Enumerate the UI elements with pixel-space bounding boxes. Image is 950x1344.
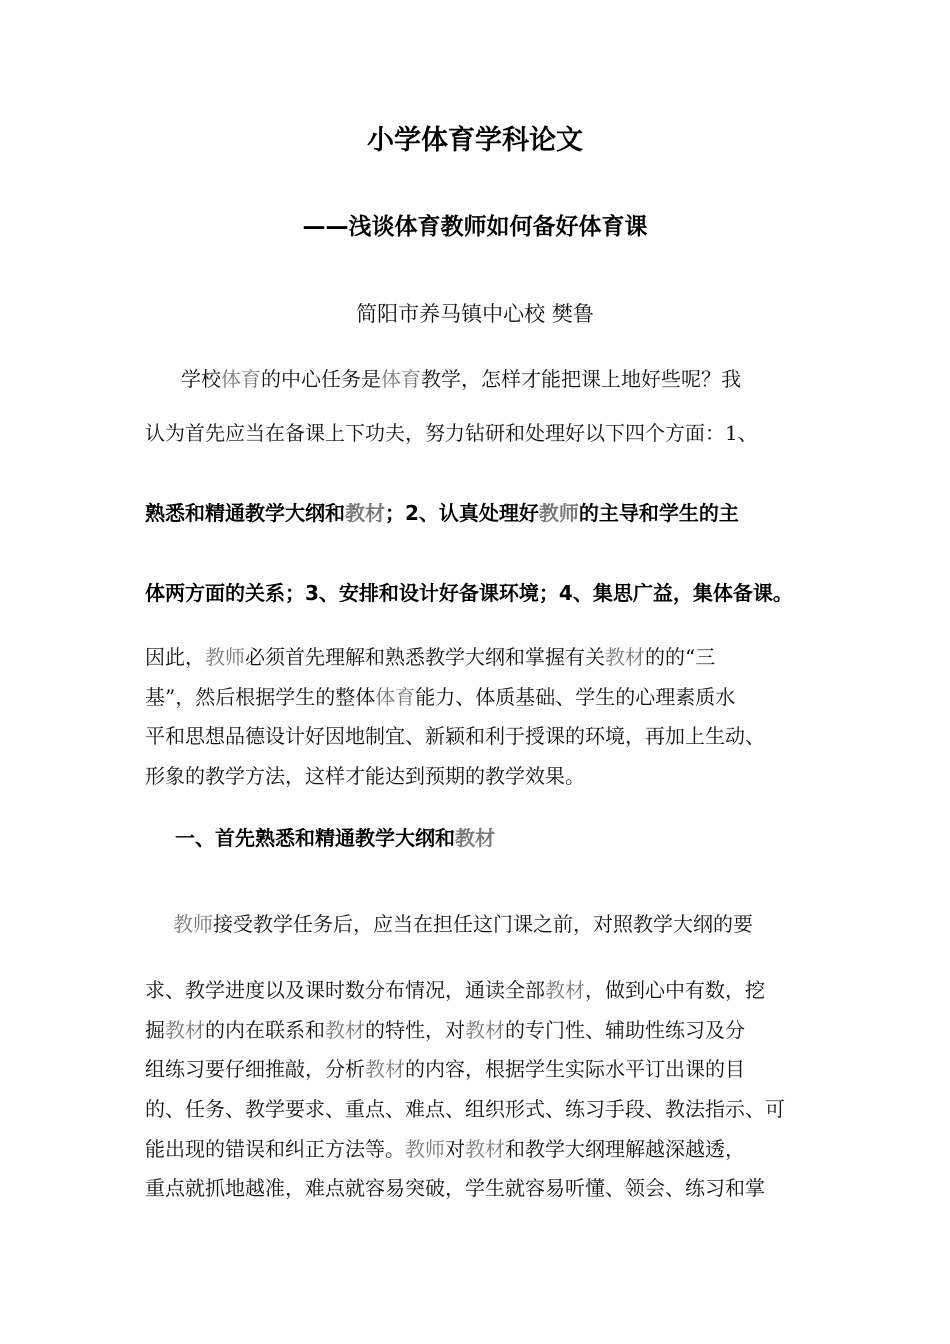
paragraph-4-line-3 — [145, 1018, 825, 1042]
paragraph-4-line-5: 的、任务、教学要求、重点、难点、组织形式、练习手段、教法指示、可 — [145, 1097, 785, 1121]
text-run: ；2、认真处理好 — [385, 501, 539, 525]
highlight-term: 教师 — [405, 1137, 445, 1161]
highlight-term: 教师 — [205, 645, 245, 669]
paragraph-4-line-4 — [145, 1057, 825, 1081]
paragraph-4-line-6 — [145, 1137, 825, 1161]
text-run: 学校 — [181, 367, 221, 391]
section-heading-1 — [145, 826, 855, 850]
paragraph-4-line-2 — [145, 978, 825, 1002]
text-run: 能力、体质基础、学生的心理素质水 — [415, 685, 736, 709]
highlight-term: 教师 — [173, 912, 213, 936]
highlight-term: 教材 — [465, 1137, 505, 1161]
paragraph-1-line-2: 认为首先应当在备课上下功夫，努力钻研和处理好以下四个方面：1、 — [145, 421, 758, 445]
highlight-term: 教材 — [325, 1018, 365, 1042]
text-run: 基”，然后根据学生的整体 — [145, 685, 376, 709]
highlight-term: 体育 — [381, 367, 421, 391]
highlight-term: 教材 — [545, 978, 585, 1002]
author-line: 简阳市养马镇中心校 樊鲁 — [356, 302, 594, 326]
paragraph-3-line-1 — [145, 645, 825, 669]
text-run: 和教学大纲理解越深越透， — [505, 1137, 745, 1161]
text-run: 接受教学任务后，应当在担任这门课之前，对照教学大纲的要 — [213, 912, 753, 936]
text-run: 因此， — [145, 645, 205, 669]
paragraph-4-line-1 — [145, 912, 853, 936]
highlight-term: 体育 — [221, 367, 261, 391]
highlight-term: 教材 — [455, 826, 495, 850]
paragraph-1-line-1 — [145, 367, 861, 391]
paragraph-3-line-2 — [145, 685, 825, 709]
paragraph-2-line-1 — [145, 501, 825, 525]
text-run: 对 — [445, 1137, 465, 1161]
text-run: 组练习要仔细推敲，分析 — [145, 1057, 365, 1081]
text-run: 的内在联系和 — [205, 1018, 325, 1042]
text-run: ，做到心中有数，挖 — [585, 978, 765, 1002]
highlight-term: 教师 — [538, 501, 579, 525]
paragraph-3-line-4: 形象的教学方法，这样才能达到预期的教学效果。 — [145, 764, 585, 788]
text-run: 一、首先熟悉和精通教学大纲和 — [175, 826, 455, 850]
text-run: 的的“三 — [645, 645, 716, 669]
paragraph-3-line-3: 平和思想品德设计好因地制宜、新颖和利于授课的环境，再加上生动、 — [145, 724, 765, 748]
highlight-term: 教材 — [345, 501, 385, 525]
text-run: 的专门性、辅助性练习及分 — [505, 1018, 745, 1042]
text-run: 的特性，对 — [365, 1018, 465, 1042]
text-run: 的内容，根据学生实际水平订出课的目 — [405, 1057, 745, 1081]
text-run: 熟悉和精通教学大纲和 — [145, 501, 345, 525]
highlight-term: 教材 — [165, 1018, 205, 1042]
document-subtitle: ——浅谈体育教师如何备好体育课 — [302, 214, 648, 240]
paragraph-2-line-2: 体两方面的关系；3、安排和设计好备课环境；4、集思广益，集体备课。 — [145, 581, 793, 605]
text-run: 的中心任务是 — [261, 367, 381, 391]
text-run: 求、教学进度以及课时数分布情况，通读全部 — [145, 978, 545, 1002]
highlight-term: 教材 — [465, 1018, 505, 1042]
text-run: 必须首先理解和熟悉教学大纲和掌握有关 — [245, 645, 605, 669]
highlight-term: 教材 — [365, 1057, 405, 1081]
paragraph-4-line-7: 重点就抓地越准，难点就容易突破，学生就容易听懂、领会、练习和掌 — [145, 1176, 765, 1200]
text-run: 的主导和学生的主 — [578, 501, 739, 525]
highlight-term: 教材 — [605, 645, 645, 669]
text-run: 能出现的错误和纠正方法等。 — [145, 1137, 405, 1161]
text-run: 教学，怎样才能把课上地好些呢？我 — [421, 367, 741, 391]
text-run: 掘 — [145, 1018, 165, 1042]
highlight-term: 体育 — [375, 685, 416, 709]
document-title: 小学体育学科论文 — [367, 125, 583, 156]
